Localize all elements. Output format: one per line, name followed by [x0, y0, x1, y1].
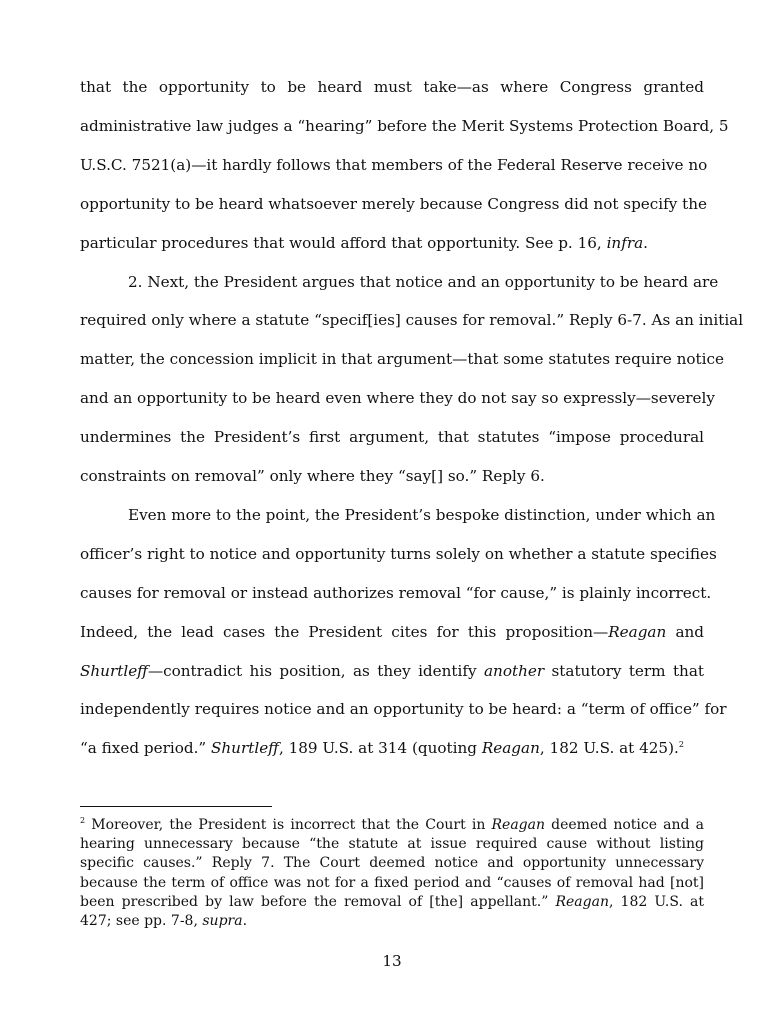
italic-citation: Shurtleff: [211, 739, 279, 758]
italic-citation: another: [483, 661, 545, 680]
text-run: hearing unnecessary because “the statute at issue required cause without listing: [80, 836, 704, 853]
body-line: [80, 427, 704, 447]
italic-citation: Reagan: [608, 622, 667, 641]
text-run: “a fixed period.”: [80, 739, 211, 758]
text-run: matter, the concession implicit in that argument—that some statutes require notice: [80, 350, 724, 369]
text-run: specific causes.” Reply 7. The Court deemed notice and opportunity unnecessary: [80, 855, 704, 872]
text-run: 2. Next, the President argues that notice and an opportunity to be heard are: [128, 272, 719, 291]
text-run: administrative law judges a “hearing” before the Merit Systems Protection Board, 5: [80, 116, 729, 135]
italic-citation: Reagan: [481, 739, 540, 758]
text-run: been prescribed by law before the removal of [the] appellant.”: [80, 893, 556, 910]
text-run: particular procedures that would afford that opportunity. See p. 16,: [80, 233, 607, 252]
text-run: opportunity to be heard whatsoever merely because Congress did not specify the: [80, 194, 708, 213]
text-run: .: [643, 233, 648, 252]
body-line: [80, 699, 727, 719]
italic-citation: Reagan: [491, 817, 545, 833]
footnote-line: [80, 893, 704, 912]
body-line: [80, 738, 704, 758]
text-run: U.S.C. 7521(a)—it hardly follows that members of the Federal Reserve receive no: [80, 155, 708, 174]
text-run: and an opportunity to be heard even where they do not say so expressly—severely: [80, 389, 715, 408]
text-run: causes for removal or instead authorizes removal “for cause,” is plainly incorrect.: [80, 583, 712, 602]
italic-citation: Reagan: [555, 893, 609, 910]
body-line: [80, 194, 708, 214]
body-line: [80, 77, 704, 97]
text-run: , 182 U.S. at: [608, 893, 704, 910]
body-line: [80, 116, 729, 136]
text-run: required only where a statute “specif[ies] causes for removal.” Reply 6-7. As an initial: [80, 311, 744, 330]
text-run: Moreover, the President is incorrect that the Court in: [85, 817, 492, 833]
body-line: [80, 388, 715, 408]
italic-citation: infra: [606, 233, 644, 252]
text-run: , 189 U.S. at 314 (quoting: [278, 739, 482, 758]
italic-citation: supra: [202, 913, 243, 929]
text-run: statutory term that: [544, 661, 704, 680]
body-line: [80, 349, 724, 369]
text-run: that the opportunity to be heard must take—as where Congress granted: [80, 78, 704, 96]
body-line: [80, 272, 719, 292]
text-run: Even more to the point, the President’s bespoke distinction, under which an: [128, 505, 716, 524]
text-run: and: [666, 622, 705, 641]
body-line: [80, 622, 704, 642]
footnote-line: [80, 835, 704, 854]
text-run: .: [242, 913, 248, 929]
text-run: deemed notice and a: [545, 817, 704, 833]
body-line: [80, 583, 712, 603]
body-line: [80, 466, 704, 486]
text-run: because the term of office was not for a fixed period and “causes of removal had [not]: [80, 874, 704, 891]
page-number: 13: [382, 952, 402, 970]
body-line: [80, 505, 716, 525]
text-run: , 182 U.S. at 425).: [539, 739, 679, 758]
text-run: officer’s right to notice and opportunity turns solely on whether a statute specifies: [80, 544, 717, 563]
footnote-marker: 2: [80, 816, 86, 825]
footnote-line: [80, 874, 704, 893]
body-line: [80, 310, 744, 330]
italic-citation: Shurtleff: [80, 661, 148, 680]
body-line: [80, 544, 717, 564]
text-run: —contradict his position, as they identify: [147, 661, 484, 680]
body-line: [80, 661, 704, 681]
text-run: constraints on removal” only where they “say[] so.” Reply 6.: [80, 467, 545, 485]
text-run: 427; see pp. 7-8,: [80, 913, 203, 929]
text-run: Indeed, the lead cases the President cites for this proposition—: [80, 622, 609, 641]
text-run: undermines the President’s first argument, that statutes “impose procedural: [80, 428, 704, 447]
footnote-line: [80, 816, 704, 835]
body-line: [80, 155, 708, 175]
body-line: [80, 233, 704, 253]
footnote-line: [80, 854, 704, 873]
text-run: independently requires notice and an opportunity to be heard: a “term of office” for: [80, 700, 727, 719]
footnote-line: [80, 912, 704, 931]
footnote-separator: [80, 806, 272, 807]
footnote-marker: 2: [678, 740, 684, 750]
